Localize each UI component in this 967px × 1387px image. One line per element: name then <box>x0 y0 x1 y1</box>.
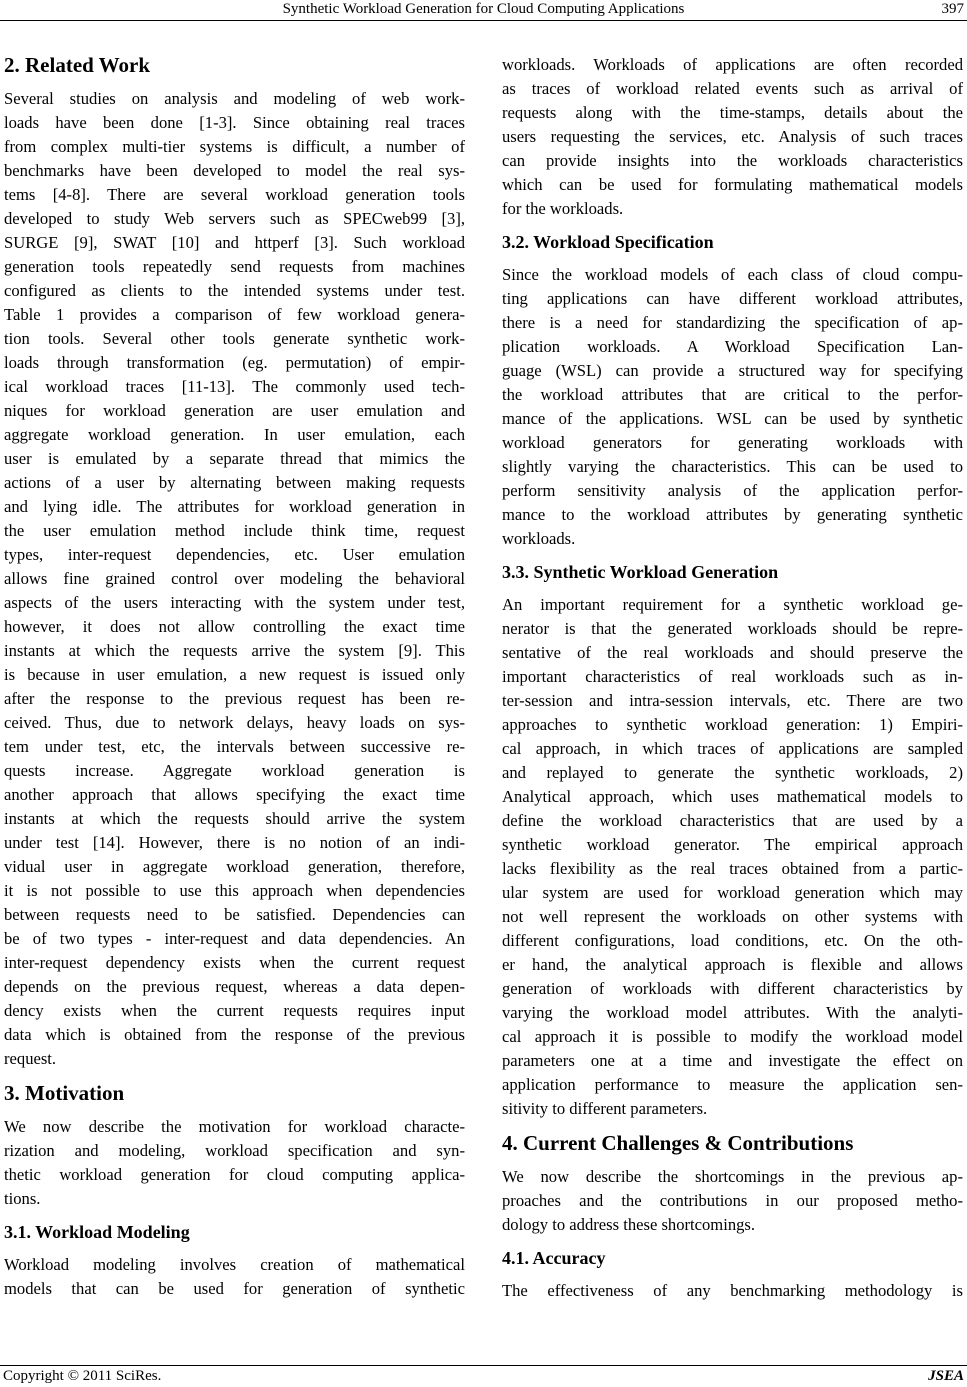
text-line: generation tools repeatedly send requests from machines <box>4 257 465 276</box>
text-line: ting applications can have different workload attributes, <box>502 289 963 308</box>
text-line: varying the workload model attributes. With the analyti- <box>502 1003 963 1022</box>
text-line: another approach that allows specifying the exact time <box>4 785 465 804</box>
text-line: mance to the workload attributes by generating synthetic <box>502 505 963 524</box>
text-line: is because in user emulation, a new request is issued only <box>4 665 465 684</box>
text-line: types, inter-request dependencies, etc. User emulation <box>4 545 465 564</box>
text-line: dology to address these shortcomings. <box>502 1215 756 1234</box>
text-line: user is emulated by a separate thread that mimics the <box>4 449 465 468</box>
paragraph-synthetic-workload-generation <box>502 593 963 1121</box>
paragraph-workload-specification <box>502 263 963 551</box>
text-line: mance of the applications. WSL can be used by synthetic <box>502 409 963 428</box>
text-line: between requests need to be satisfied. Dependencies can <box>4 905 465 924</box>
text-line: under test [14]. However, there is no notion of an indi- <box>4 833 465 852</box>
text-line: which can be used for formulating mathematical models <box>502 175 963 194</box>
section-heading-related-work: 2. Related Work <box>4 53 151 77</box>
running-header <box>0 0 967 21</box>
text-line: depends on the previous request, whereas a data depen- <box>4 977 465 996</box>
text-line: application performance to measure the application sen- <box>502 1075 963 1094</box>
journal-abbreviation: JSEA <box>928 1368 964 1384</box>
text-line: An important requirement for a synthetic workload ge- <box>502 595 963 614</box>
text-line: can provide insights into the workloads characteristics <box>502 151 963 170</box>
running-title: Synthetic Workload Generation for Cloud Computing Applications <box>282 1 685 17</box>
text-line: ceived. Thus, due to network delays, heavy loads on sys- <box>4 713 465 732</box>
subsection-heading-synthetic-workload-generation: 3.3. Synthetic Workload Generation <box>502 562 779 582</box>
text-line: Analytical approach, which uses mathematical models to <box>502 787 963 806</box>
paragraph-motivation <box>4 1115 465 1211</box>
text-line: tions. <box>4 1189 41 1208</box>
text-line: aggregate workload generation. In user emulation, each <box>4 425 465 444</box>
text-line: not well represent the workloads on other systems with <box>502 907 963 926</box>
text-line: and lying idle. The attributes for workload generation in <box>4 497 465 516</box>
text-line: plication workloads. A Workload Specification Lan- <box>502 337 963 356</box>
text-line: actions of a user by alternating between making requests <box>4 473 465 492</box>
text-line: developed to study Web servers such as SPECweb99 [3], <box>4 209 465 228</box>
paragraph-workload-modeling-continued <box>502 53 963 221</box>
section-heading-challenges: 4. Current Challenges & Contributions <box>502 1131 854 1155</box>
page-number: 397 <box>941 1 964 17</box>
text-line: different configurations, load conditions, etc. On the oth- <box>502 931 963 950</box>
subsection-heading-accuracy: 4.1. Accuracy <box>502 1248 606 1268</box>
text-line: loads through transformation (eg. permutation) of empir- <box>4 353 465 372</box>
text-line: perform sensitivity analysis of the application perfor- <box>502 481 963 500</box>
text-line: after the response to the previous request has been re- <box>4 689 465 708</box>
text-line: We now describe the shortcomings in the previous ap- <box>502 1167 963 1186</box>
text-line: synthetic workload generator. The empirical approach <box>502 835 963 854</box>
text-line: allows fine grained control over modeling the behavioral <box>4 569 465 588</box>
text-line: tem under test, etc, the intervals between successive re- <box>4 737 465 756</box>
text-line: models that can be used for generation of synthetic <box>4 1279 465 1298</box>
text-line: Table 1 provides a comparison of few workload genera- <box>4 305 465 324</box>
text-line: Several studies on analysis and modeling of web work- <box>4 89 465 108</box>
text-line: however, it does not allow controlling the exact time <box>4 617 465 636</box>
text-line: request. <box>4 1049 57 1068</box>
copyright-notice: Copyright © 2011 SciRes. <box>3 1368 162 1384</box>
paragraph-related-work <box>4 87 465 1071</box>
text-line: configured as clients to the intended systems under test. <box>4 281 465 300</box>
text-line: as traces of workload related events such as arrival of <box>502 79 963 98</box>
text-line: there is a need for standardizing the specification of ap- <box>502 313 963 332</box>
text-line: aspects of the users interacting with the system under test, <box>4 593 465 612</box>
text-line: tion tools. Several other tools generate synthetic work- <box>4 329 465 348</box>
text-line: slightly varying the characteristics. This can be used to <box>502 457 963 476</box>
text-line: lacks flexibility as the real traces obtained from a partic- <box>502 859 963 878</box>
text-line: generation of workloads with different characteristics by <box>502 979 963 998</box>
text-line: instants at which the requests should arrive the system <box>4 809 465 828</box>
text-line: sentative of the real workloads and should preserve the <box>502 643 963 662</box>
text-line: users requesting the services, etc. Analysis of such traces <box>502 127 963 146</box>
text-line: inter-request dependency exists when the current request <box>4 953 465 972</box>
text-line: cal approach, in which traces of applications are sampled <box>502 739 963 758</box>
text-line: tems [4-8]. There are several workload generation tools <box>4 185 465 204</box>
text-line: SURGE [9], SWAT [10] and httperf [3]. Such workload <box>4 233 465 252</box>
text-line: parameters one at a time and investigate the effect on <box>502 1051 963 1070</box>
text-line: rization and modeling, workload specification and syn- <box>4 1141 465 1160</box>
paragraph-challenges <box>502 1165 963 1237</box>
text-line: ter-session and intra-session intervals, etc. There are two <box>502 691 963 710</box>
text-line: important characteristics of real workloads such as in- <box>502 667 963 686</box>
text-line: it is not possible to use this approach when dependencies <box>4 881 465 900</box>
text-line: benchmarks have been developed to model the real sys- <box>4 161 465 180</box>
right-column <box>502 53 963 1303</box>
text-line: ical workload traces [11-13]. The commonly used tech- <box>4 377 465 396</box>
subsection-heading-workload-specification: 3.2. Workload Specification <box>502 232 714 252</box>
text-line: er hand, the analytical approach is flexible and allows <box>502 955 963 974</box>
text-line: guage (WSL) can provide a structured way for specifying <box>502 361 963 380</box>
paragraph-accuracy <box>502 1279 963 1303</box>
text-line: cal approach it is possible to modify the workload model <box>502 1027 963 1046</box>
text-line: dency exists when the current requests requires input <box>4 1001 465 1020</box>
text-line: vidual user in aggregate workload generation, therefore, <box>4 857 465 876</box>
text-line: and replayed to generate the synthetic workloads, 2) <box>502 763 963 782</box>
text-line: workloads. Workloads of applications are often recorded <box>502 55 963 74</box>
text-line: define the workload characteristics that are used by a <box>502 811 963 830</box>
text-line: Workload modeling involves creation of mathematical <box>4 1255 465 1274</box>
text-line: for the workloads. <box>502 199 624 218</box>
text-line: the workload attributes that are critical to the perfor- <box>502 385 963 404</box>
text-line: Since the workload models of each class of cloud compu- <box>502 265 963 284</box>
text-line: workload generators for generating workloads with <box>502 433 963 452</box>
left-column <box>4 52 465 1301</box>
text-line: workloads. <box>502 529 576 548</box>
text-line: proaches and the contributions in our proposed metho- <box>502 1191 963 1210</box>
text-line: data which is obtained from the response of the previous <box>4 1025 465 1044</box>
text-line: niques for workload generation are user emulation and <box>4 401 465 420</box>
text-line: sitivity to different parameters. <box>502 1099 708 1118</box>
text-line: requests along with the time-stamps, details about the <box>502 103 963 122</box>
text-line: the user emulation method include think time, request <box>4 521 465 540</box>
subsection-heading-workload-modeling: 3.1. Workload Modeling <box>4 1222 190 1242</box>
text-line: be of two types - inter-request and data dependencies. An <box>4 929 465 948</box>
text-line: We now describe the motivation for workload characte- <box>4 1117 465 1136</box>
text-line: loads have been done [1-3]. Since obtaining real traces <box>4 113 465 132</box>
paragraph-workload-modeling <box>4 1253 465 1301</box>
text-line: approaches to synthetic workload generation: 1) Empiri- <box>502 715 963 734</box>
text-line: thetic workload generation for cloud computing applica- <box>4 1165 465 1184</box>
text-line: quests increase. Aggregate workload generation is <box>4 761 465 780</box>
text-line: from complex multi-tier systems is difficult, a number of <box>4 137 465 156</box>
section-heading-motivation: 3. Motivation <box>4 1081 125 1105</box>
text-line: ular system are used for workload generation which may <box>502 883 963 902</box>
text-line: The effectiveness of any benchmarking methodology is <box>502 1281 963 1300</box>
page-footer <box>0 1365 967 1387</box>
text-line: nerator is that the generated workloads should be repre- <box>502 619 963 638</box>
text-line: instants at which the requests arrive the system [9]. This <box>4 641 465 660</box>
